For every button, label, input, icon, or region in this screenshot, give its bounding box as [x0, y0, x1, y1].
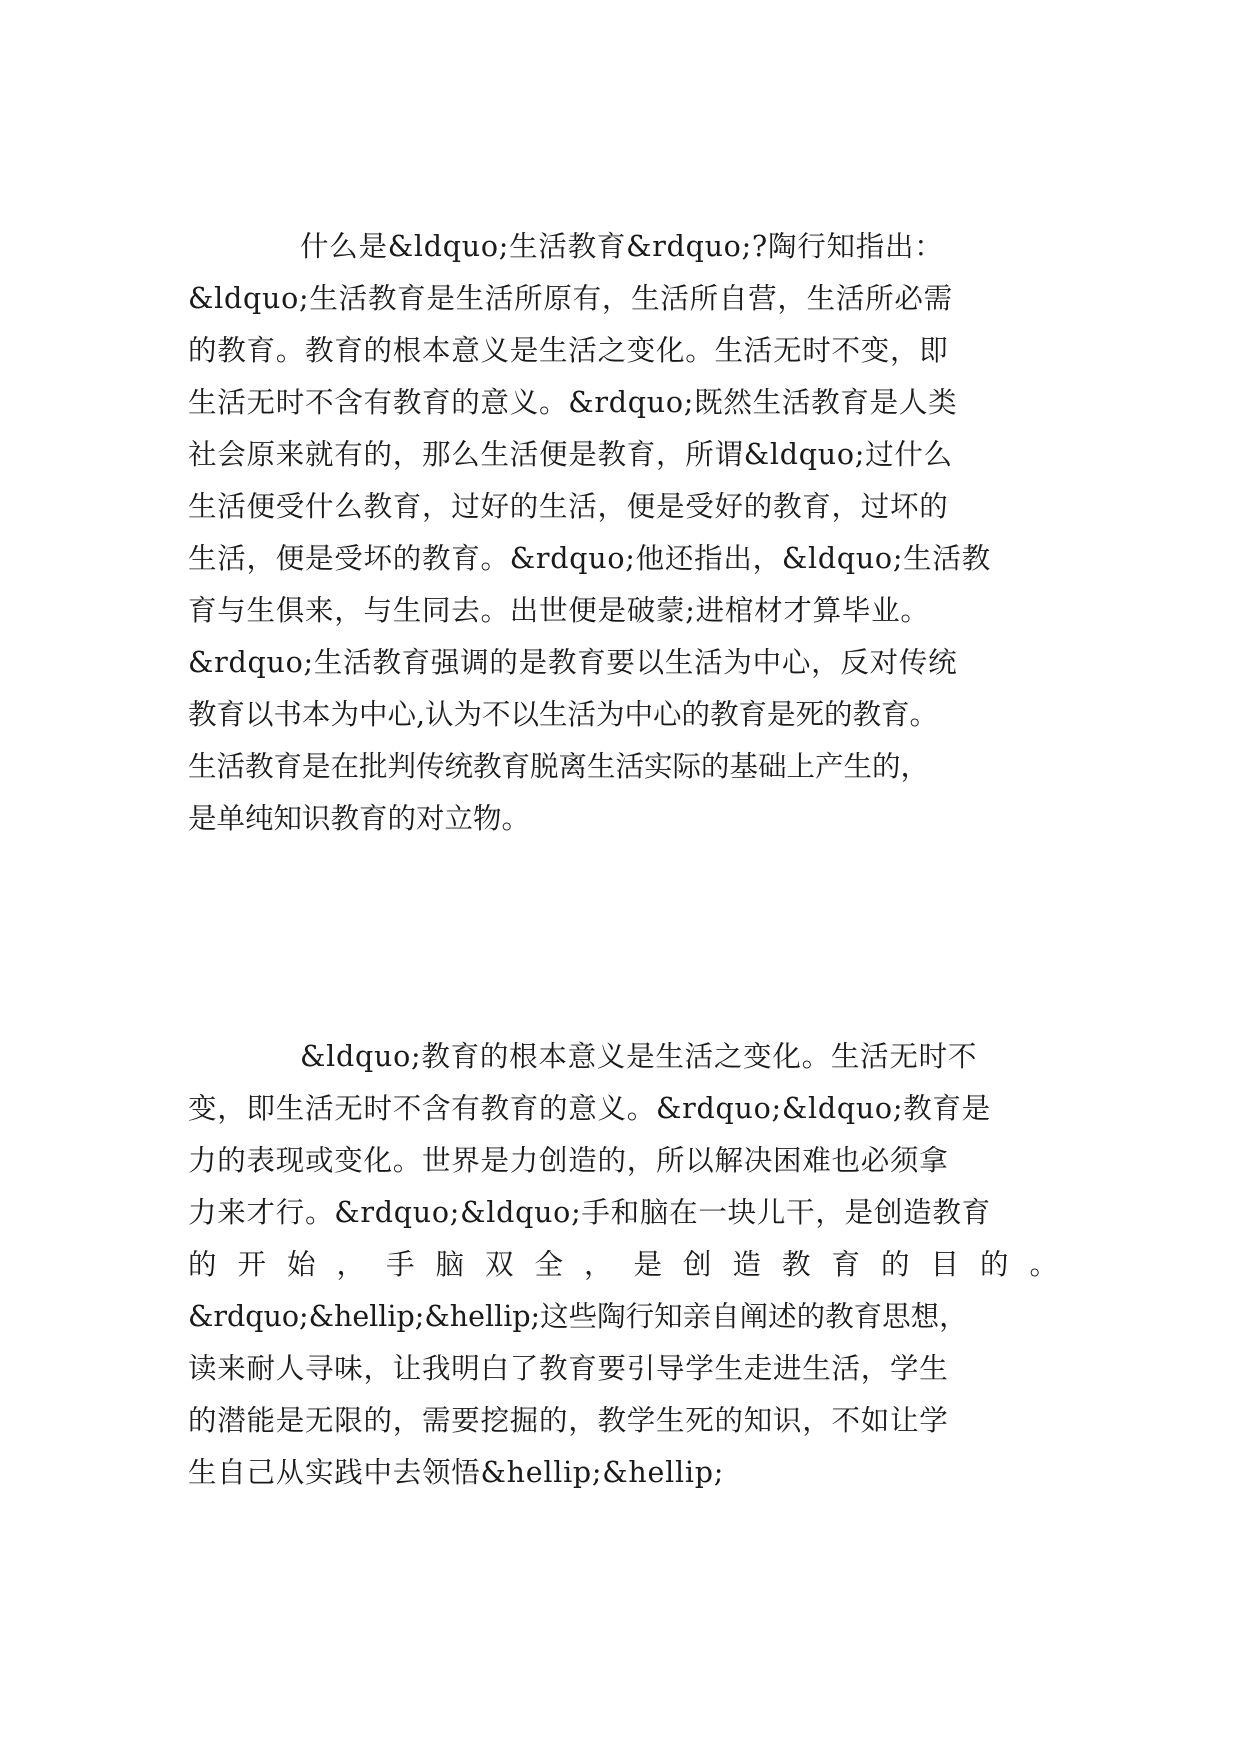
- paragraph-line: 力来才行。&rdquo;&ldquo;手和脑在一块儿干，是创造教育: [188, 1196, 991, 1229]
- paragraph-line: 社会原来就有的，那么生活便是教育，所谓&ldquo;过什么: [188, 438, 953, 471]
- paragraph-line: 生自己从实践中去领悟&hellip;&hellip;: [188, 1456, 725, 1489]
- paragraph-line: 是单纯知识教育的对立物。: [188, 802, 531, 835]
- paragraph-line: 什么是&ldquo;生活教育&rdquo;?陶行知指出：: [300, 230, 944, 263]
- paragraph-line: 教育以书本为中心,认为不以生活为中心的教育是死的教育。: [188, 698, 939, 731]
- paragraph-line: &ldquo;教育的根本意义是生活之变化。生活无时不: [300, 1040, 978, 1073]
- paragraph-line: &rdquo;&hellip;&hellip;这些陶行知亲自阐述的教育思想，: [188, 1300, 968, 1333]
- paragraph-line: 的教育。教育的根本意义是生活之变化。生活无时不变，即: [188, 334, 949, 367]
- paragraph-line: &ldquo;生活教育是生活所原有，生活所自营，生活所必需: [188, 282, 953, 315]
- paragraph-line: 生活无时不含有教育的意义。&rdquo;既然生活教育是人类: [188, 386, 958, 419]
- paragraph-line: &rdquo;生活教育强调的是教育要以生活为中心，反对传统: [188, 646, 958, 679]
- paragraph-line: 的开始，手脑双全，是创造教育的目的。: [188, 1248, 1058, 1281]
- paragraph-line: 育与生俱来，与生同去。出世便是破蒙;进棺材才算毕业。: [188, 594, 930, 627]
- paragraph-line: 生活，便是受坏的教育。&rdquo;他还指出，&ldquo;生活教: [188, 542, 991, 575]
- paragraph-line: 的潜能是无限的，需要挖掘的，教学生死的知识，不如让学: [188, 1404, 949, 1437]
- paragraph-line: 力的表现或变化。世界是力创造的，所以解决困难也必须拿: [188, 1144, 949, 1177]
- paragraph-line: 生活便受什么教育，过好的生活，便是受好的教育，过坏的: [188, 490, 949, 523]
- paragraph-line: 变，即生活无时不含有教育的意义。&rdquo;&ldquo;教育是: [188, 1092, 991, 1125]
- paragraph-line: 读来耐人寻味，让我明白了教育要引导学生走进生活，学生: [188, 1352, 949, 1385]
- paragraph-line: 生活教育是在批判传统教育脱离生活实际的基础上产生的，: [188, 750, 930, 783]
